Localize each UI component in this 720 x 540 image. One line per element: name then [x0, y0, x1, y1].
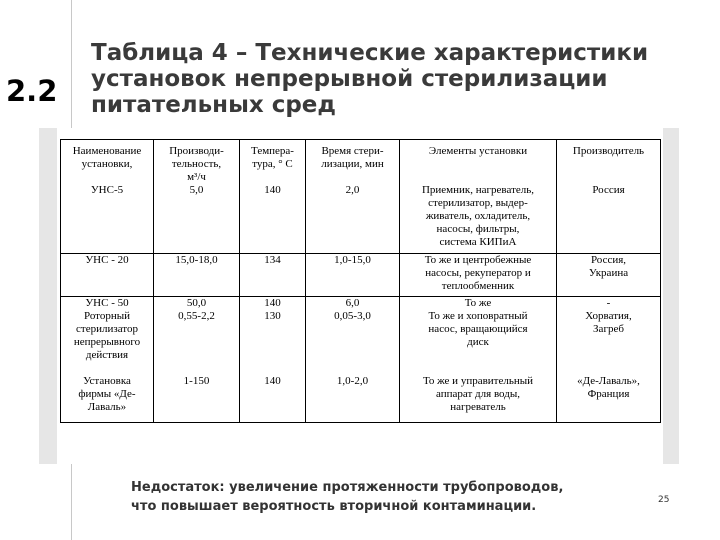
cell-line: живатель, охладитель,: [425, 210, 531, 222]
table-header-row: [61, 140, 661, 185]
cell-elements: [400, 184, 557, 253]
cell-line: м³/ч: [187, 171, 206, 183]
header-time: [306, 140, 400, 185]
cell-elements: [400, 296, 557, 375]
cell-line: 1,0-15,0: [334, 253, 371, 266]
cell-line: 0,55-2,2: [178, 309, 215, 322]
cell-line: 15,0-18,0: [175, 253, 218, 266]
cell-line: стерилизатор: [76, 322, 138, 335]
cell-line: стерилизатор, выдер-: [428, 197, 528, 209]
page-number: 25: [658, 495, 670, 505]
cell-line: установки,: [81, 158, 133, 170]
header-temperature: [240, 140, 306, 185]
cell-line: Производи-: [169, 145, 224, 157]
cell-capacity: [154, 375, 240, 422]
cell-line: тельность,: [171, 158, 222, 170]
cell-elements: [400, 253, 557, 296]
cell-line: 130: [264, 309, 281, 322]
cell-line: УНС-5: [90, 184, 124, 196]
cell-line: аппарат для воды,: [436, 388, 520, 400]
cell-producer: [557, 296, 661, 375]
cell-line: насосы, рекуператор и: [425, 266, 531, 279]
cell-line: -: [606, 296, 611, 309]
specifications-table: [60, 139, 661, 423]
cell-line: Россия,: [590, 253, 627, 266]
cell-line: То же и хоповратный: [428, 309, 528, 322]
cell-line: Роторный: [83, 309, 131, 322]
table-row: [61, 375, 661, 422]
table-shadow-right: [663, 128, 679, 464]
cell-line: 134: [264, 253, 281, 266]
footer-note: [131, 478, 631, 516]
cell-time: [306, 296, 400, 375]
cell-line: «Де-Лаваль»,: [577, 375, 640, 387]
footer-line: Недостаток: увеличение протяженности трубопроводов,: [131, 480, 564, 495]
title-line: Таблица 4 – Технические характеристики: [91, 40, 649, 66]
cell-line: 2,0: [345, 184, 360, 196]
table-row: [61, 253, 661, 296]
header-elements: [400, 140, 557, 185]
cell-line: То же и управительный: [422, 375, 534, 387]
cell-line: Хорватия,: [585, 309, 632, 322]
title-line: установок непрерывной стерилизации: [91, 66, 608, 92]
cell-line: Франция: [587, 388, 630, 400]
cell-capacity: [154, 296, 240, 375]
cell-capacity: [154, 184, 240, 253]
cell-line: Россия: [592, 184, 625, 196]
cell-line: УНС - 50: [85, 296, 129, 309]
cell-time: [306, 375, 400, 422]
cell-temperature: [240, 184, 306, 253]
cell-line: система КИПиА: [439, 236, 517, 248]
cell-line: непрерывного: [73, 335, 141, 348]
cell-time: [306, 184, 400, 253]
header-name: [61, 140, 154, 185]
cell-line: То же: [464, 296, 492, 309]
cell-line: нагреватель: [450, 401, 506, 413]
cell-line: УНС - 20: [85, 253, 129, 266]
header-producer: [557, 140, 661, 185]
cell-line: 140: [264, 375, 281, 387]
cell-line: Загреб: [593, 322, 624, 335]
cell-line: теплообменник: [441, 279, 515, 292]
cell-line: Украина: [588, 266, 629, 279]
cell-line: 5,0: [189, 184, 204, 196]
cell-line: диск: [467, 335, 489, 348]
cell-line: То же и центробежные: [424, 253, 532, 266]
cell-line: насосы, фильтры,: [436, 223, 520, 235]
footer-line: что повышает вероятность вторичной контаминации.: [131, 499, 537, 514]
cell-line: 140: [264, 296, 281, 309]
cell-producer: [557, 184, 661, 253]
cell-name: [61, 184, 154, 253]
table-row: [61, 184, 661, 253]
cell-producer: [557, 253, 661, 296]
slide-title: [91, 40, 691, 118]
cell-line: Наименование: [72, 145, 142, 157]
cell-temperature: [240, 296, 306, 375]
cell-line: 140: [264, 184, 281, 196]
table-row: [61, 296, 661, 375]
table-shadow-left: [39, 128, 57, 464]
cell-line: Темпера-: [251, 145, 294, 157]
cell-line: 6,0: [345, 296, 360, 309]
cell-line: Время стери-: [321, 145, 384, 157]
cell-producer: [557, 375, 661, 422]
cell-temperature: [240, 375, 306, 422]
cell-line: тура, ° С: [252, 158, 293, 170]
cell-line: 1,0-2,0: [336, 375, 369, 387]
cell-elements: [400, 375, 557, 422]
cell-line: 1-150: [183, 375, 210, 387]
cell-line: фирмы «Де-: [78, 388, 136, 400]
cell-line: Приемник, нагреватель,: [421, 184, 535, 196]
cell-time: [306, 253, 400, 296]
cell-line: Лаваль»: [87, 401, 127, 413]
cell-line: Установка: [83, 375, 131, 387]
cell-line: Элементы установки: [428, 145, 528, 157]
cell-line: 0,05-3,0: [334, 309, 371, 322]
section-number: 2.2: [6, 74, 58, 108]
cell-line: 50,0: [186, 296, 207, 309]
cell-line: действия: [85, 348, 129, 361]
header-capacity: [154, 140, 240, 185]
title-line: питательных сред: [91, 92, 336, 118]
cell-temperature: [240, 253, 306, 296]
cell-capacity: [154, 253, 240, 296]
cell-name: [61, 375, 154, 422]
cell-name: [61, 296, 154, 375]
cell-line: Производитель: [572, 145, 645, 157]
cell-name: [61, 253, 154, 296]
cell-line: лизации, мин: [321, 158, 384, 170]
cell-line: насос, вращающийся: [428, 322, 528, 335]
